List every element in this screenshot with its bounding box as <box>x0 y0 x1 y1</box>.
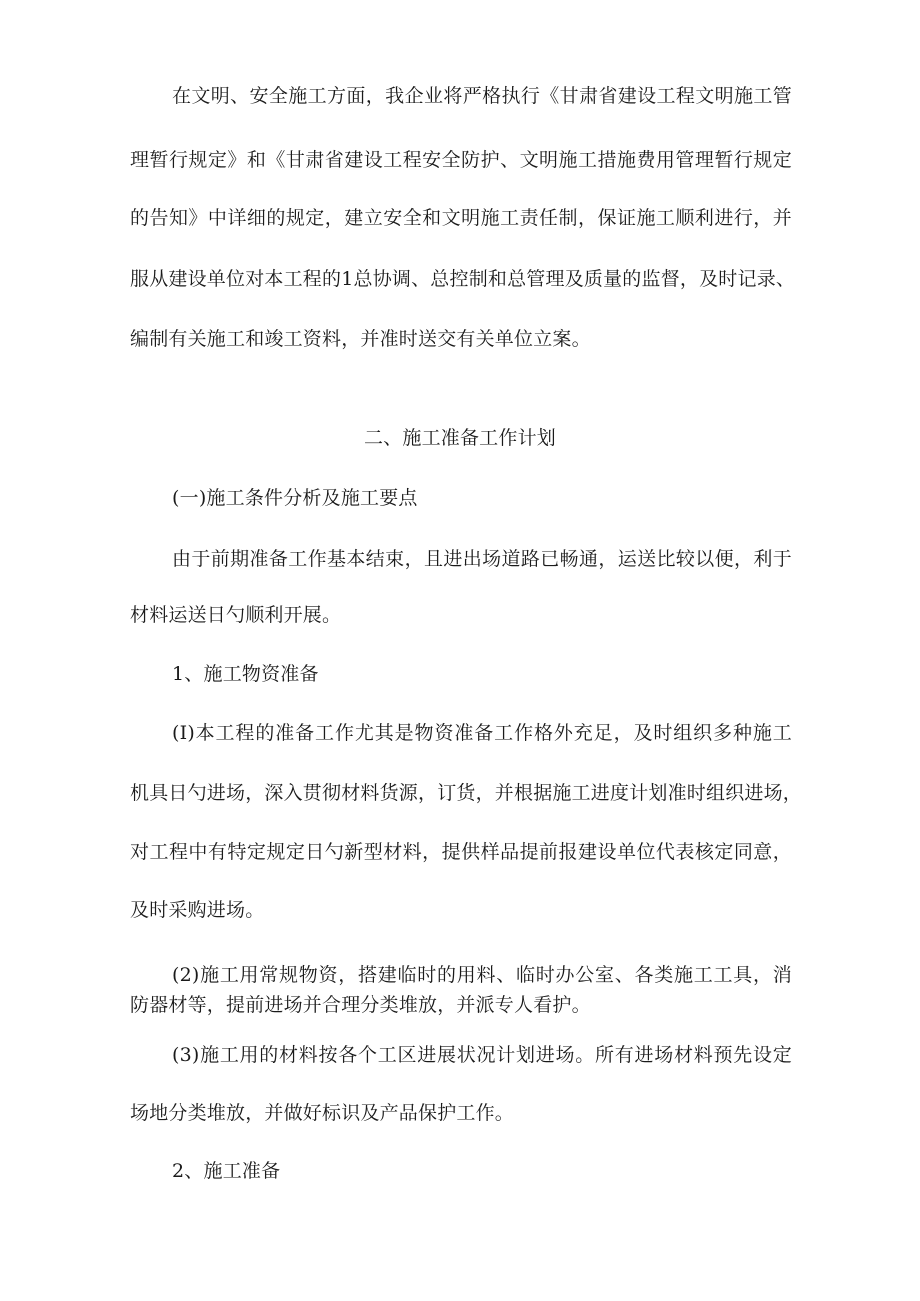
paragraph-line: 理暂行规定》和《甘肃省建设工程安全防护、文明施工措施费用管理暂行规定 <box>130 149 792 171</box>
section-heading: 二、施工准备工作计划 <box>363 427 556 449</box>
paragraph-line: (3)施工用的材料按各个工区进展状况计划进场。所有进场材料预先设定 <box>172 1044 792 1066</box>
subsection-heading: (一)施工条件分析及施工要点 <box>172 487 418 509</box>
paragraph-line: 的告知》中详细的规定，建立安全和文明施工责任制，保证施工顺利进行，并 <box>130 207 792 229</box>
item-heading: 1、施工物资准备 <box>172 663 319 685</box>
paragraph-line: 由于前期准备工作基本结束，且进出场道路已畅通，运送比较以便，利于 <box>172 548 792 570</box>
paragraph-line: 机具日勺进场，深入贯彻材料货源，订货，并根据施工进度计划准时组织进场， <box>130 782 803 804</box>
paragraph-line: 材料运送日勺顺利开展。 <box>130 604 342 626</box>
paragraph-line: 服从建设单位对本工程的1总协调、总控制和总管理及质量的监督，及时记录、 <box>130 268 796 290</box>
paragraph-line: 在文明、安全施工方面，我企业将严格执行《甘肃省建设工程文明施工管 <box>172 85 792 107</box>
paragraph-line: 及时采购进场。 <box>130 899 265 921</box>
paragraph-line: (I)本工程的准备工作尤其是物资准备工作格外充足，及时组织多种施工 <box>172 722 792 744</box>
item-heading: 2、施工准备 <box>172 1160 281 1182</box>
paragraph-line: (2)施工用常规物资，搭建临时的用料、临时办公室、各类施工工具，消 <box>172 964 792 986</box>
paragraph-line: 对工程中有特定规定日勺新型材料，提供样品提前报建设单位代表核定同意， <box>130 841 792 863</box>
paragraph-line: 编制有关施工和竣工资料，并准时送交有关单位立案。 <box>130 328 591 350</box>
paragraph-line: 场地分类堆放，并做好标识及产品保护工作。 <box>130 1102 515 1124</box>
paragraph-line: 防器材等，提前进场并合理分类堆放，并派专人看护。 <box>130 994 591 1016</box>
